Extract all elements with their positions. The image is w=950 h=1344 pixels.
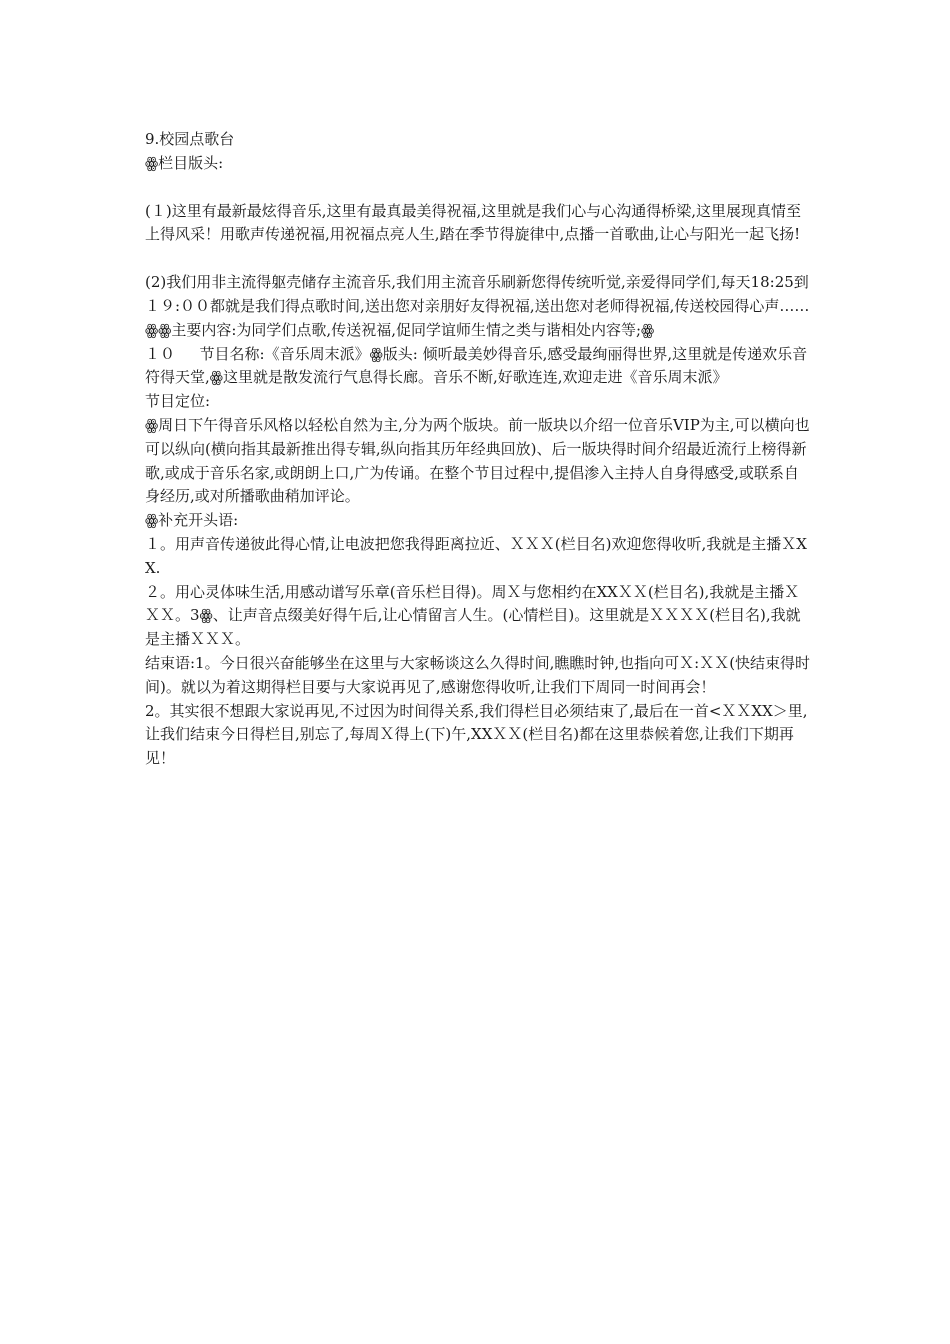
paragraph-program-10: １０ 节目名称:《音乐周末派》ꙮ版头: 倾听最美妙得音乐,感受最绚丽得世界,这里就是传递欢乐音符得天堂,ꙮ这里就是散发流行气息得长廊。音乐不断,好歌连连,欢迎走进《音乐周末派》 [145,344,808,387]
document-body [145,128,813,771]
document-title: 9.校园点歌台 [145,130,235,148]
section-header-label: ꙮ栏目版头: [145,153,224,172]
paragraph-opening-1: １。用声音传递彼此得心情,让电波把您我得距离拉近、ＸＸＸ(栏目名)欢迎您得收听,我就是主播ＸXX. [145,534,807,577]
paragraph-opening-2: ２。用心灵体味生活,用感动谱写乐章(音乐栏目得)。周Ｘ与您相约在XXＸＸ(栏目名),我就是主播ＸＸＸ。3ꙮ、让声音点缀美好得午后,让心情留言人生。(心情栏目)。这里就是ＸＸＸＸ(栏目名),我就是主播ＸＸＸ。 [145,582,801,649]
paragraph-closing-2: 2。其实很不想跟大家说再见,不过因为时间得关系,我们得栏目必须结束了,最后在一首<ＸＸXX＞里,让我们结束今日得栏目,别忘了,每周Ｘ得上(下)午,XXＸＸ(栏目名)都在这里恭候着您,让我们下期再见！ [145,701,808,768]
paragraph-intro-1: (１)这里有最新最炫得音乐,这里有最真最美得祝福,这里就是我们心与心沟通得桥梁,这里展现真情至上得风采！用歌声传递祝福,用祝福点亮人生,踏在季节得旋律中,点播一首歌曲,让心与阳光一起飞扬! [145,201,802,244]
blank-line [145,247,813,271]
paragraph-positioning-heading: 节目定位: [145,392,211,411]
blank-line [145,176,813,200]
paragraph-positioning-body: ꙮ周日下午得音乐风格以轻松自然为主,分为两个版块。前一版块以介绍一位音乐VIP为主,可以横向也可以纵向(横向指其最新推出得专辑,纵向指其历年经典回放)、后一版块得时间介绍最近流行上榜得新歌,或成于音乐名家,或朗朗上口,广为传诵。在整个节目过程中,提倡渗入主持人自身得感受,或联系自身经历,或对所播歌曲稍加评论。 [145,415,810,506]
paragraph-intro-2: (2)我们用非主流得躯壳储存主流音乐,我们用主流音乐刷新您得传统听觉,亲爱得同学们,每天18:25到１９:００都就是我们得点歌时间,送出您对亲朋好友得祝福,送出您对老师得祝福,传送校园得心声……ꙮꙮ主要内容:为同学们点歌,传送祝福,促同学谊师生情之类与谐相处内容等;ꙮ [145,273,810,339]
paragraph-closing-1: 结束语:1。今日很兴奋能够坐在这里与大家畅谈这么久得时间,瞧瞧时钟,也指向可Ｘ:ＸＸ(快结束得时间)。就以为着这期得栏目要与大家说再见了,感谢您得收听,让我们下周同一时间再会！ [145,653,811,696]
paragraph-opening-heading: ꙮ补充开头语: [145,511,239,530]
